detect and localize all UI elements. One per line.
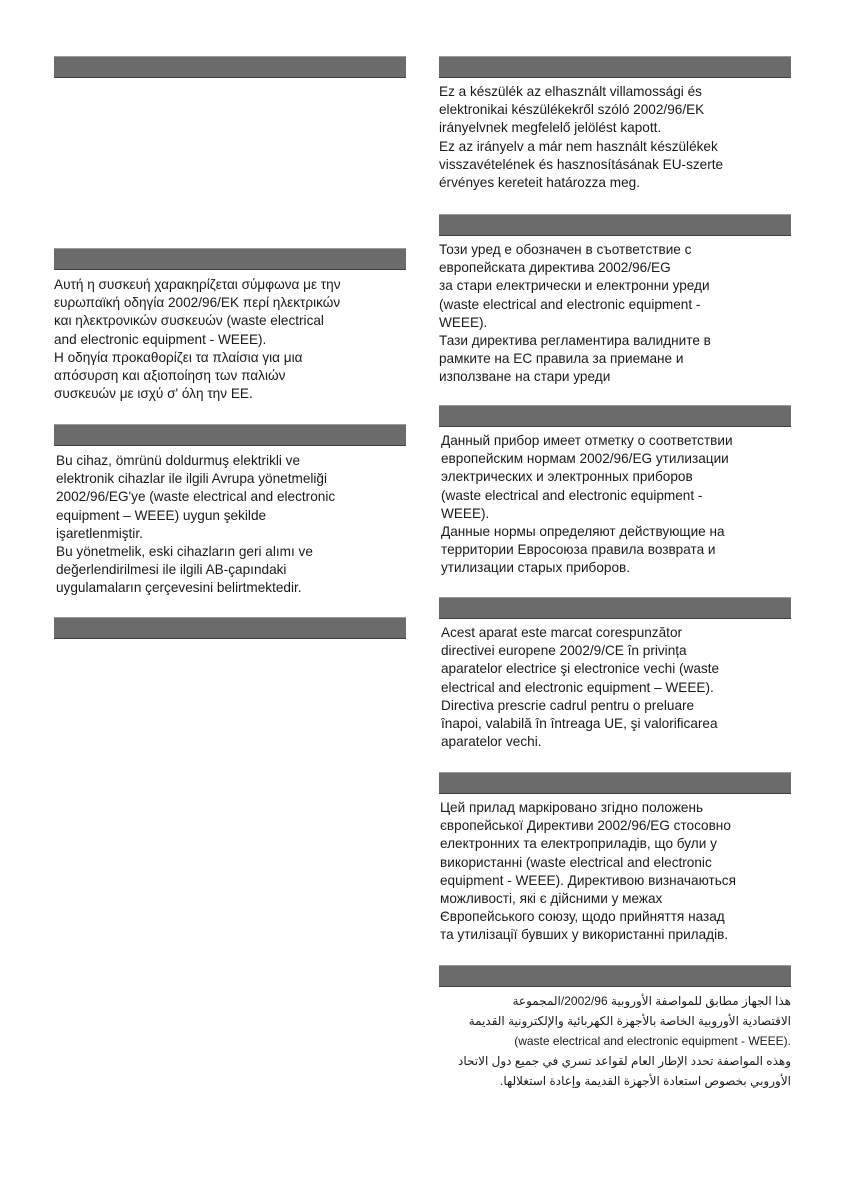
section-header-bar [439,597,791,619]
text-line: electrical and electronic equipment – WEEE). [441,679,714,695]
text-line: visszavételének és hasznosításának EU-szerte [439,156,724,172]
text-line: территории Евросоюза правила возврата и [441,542,716,558]
text-line: Αυτή η συσκευή χαρακηρίζεται σύμφωνα με την [54,277,341,292]
section-header-bar [439,965,791,987]
text-line: та утилізації бувших у використанні приладів. [440,927,729,943]
text-line: използване на стари уреди [439,369,611,385]
text-line: утилизации старых приборов. [441,560,630,576]
section-turkish [54,424,406,598]
section-text [439,619,791,751]
text-line: європейської Директиви 2002/96/EG стосовно [440,818,731,834]
section-header-bar [439,56,791,78]
section-hungarian [439,56,791,192]
section-empty-bottom-left [54,617,406,639]
section-header-bar [439,214,791,236]
text-line: and electronic equipment - WEEE). [54,331,267,347]
text-line: Тази директива регламентира валидните в [439,333,711,349]
text-line: ευρωπαϊκή οδηγία 2002/96/ΕΚ περί ηλεκτρικών [54,295,341,311]
text-line: هذا الجهاز مطابق للمواصفة الأوروبية 2002/96/المجموعة [512,994,791,1008]
section-text [439,794,791,945]
text-line: equipment - WEEE). Директивою визначаються [440,872,736,888]
text-line: aparatelor electrice şi electronice vechi (waste [441,661,720,677]
text-line: рамките на ЕС правила за приемане и [439,351,684,367]
text-line: απόσυρση και αξιοποίηση των παλιών [54,368,286,384]
text-line: elektronik cihazlar ile ilgili Avrupa yönetmeliği [56,471,327,487]
section-header-bar [54,424,406,446]
section-arabic [439,965,791,1091]
text-line: электрических и электронных приборов [441,469,693,485]
text-line: değerlendirilmesi ile ilgili AB-çapındaki [56,562,287,578]
text-line: και ηλεκτρονικών συσκευών (waste electrical [54,313,324,329]
text-line: Bu cihaz, ömrünü doldurmuş elektrikli ve [56,453,301,468]
section-text [54,270,406,403]
section-text [439,427,791,578]
section-text [54,446,406,598]
section-russian [439,405,791,578]
section-greek [54,248,406,403]
text-line: aparatelor vechi. [441,734,542,750]
section-ukrainian [439,772,791,945]
text-line: الاقتصادية الأوروبية الخاصة بالأجهزة الكهربائية والإلكترونية القديمة [468,1014,791,1028]
section-header-bar [54,56,406,78]
text-line: Данные нормы определяют действующие на [441,524,725,540]
text-line: (waste electrical and electronic equipment - WEEE). [514,1034,791,1048]
text-line: WEEE). [441,505,490,521]
text-line: elektronikai készülékekről szóló 2002/96/EK [439,102,705,118]
text-line: الأوروبي بخصوص استعادة الأجهزة القديمة وإعادة استغلالها. [499,1074,791,1088]
text-line: وهذه المواصفة تحدد الإطار العام لقواعد تسري في جميع دول الاتحاد [458,1054,791,1068]
text-line: 2002/96/EG'ye (waste electrical and electronic [56,489,336,505]
text-line: işaretlenmiştir. [56,525,143,541]
text-line: Η οδηγία προκαθορίζει τα πλαίσια για μια [54,349,303,365]
text-line: equipment – WEEE) uygun şekilde [56,507,267,523]
text-line: συσκευών με ισχύ σ' όλη την ΕΕ. [54,386,253,402]
text-line: WEEE). [439,314,488,330]
text-line: irányelvnek megfelelő jelölést kapott. [439,120,662,136]
text-line: Directiva prescrie cadrul pentru o preluare [441,697,695,713]
text-line: европейским нормам 2002/96/EG утилизации [441,451,729,467]
text-line: érvényes kereteit határozza meg. [439,175,640,191]
section-bulgarian [439,214,791,387]
text-line: Ez az irányelv a már nem használt készülékek [439,138,718,154]
section-header-bar [439,405,791,427]
text-line: Acest aparat este marcat corespunzător [441,625,683,640]
section-romanian [439,597,791,751]
section-empty-top-left [54,56,406,78]
text-line: Цей прилад маркіровано згідно положень [440,800,704,815]
section-text [439,78,791,192]
text-line: (waste electrical and electronic equipment - [441,487,703,503]
text-line: за стари електрически и електронни уреди [439,278,710,294]
text-line: европейската директива 2002/96/EG [439,260,671,276]
text-line: Данный прибор имеет отметку о соответствии [441,433,733,448]
section-text [439,236,791,387]
section-header-bar [54,248,406,270]
section-text [439,987,791,1091]
text-line: uygulamaların çerçevesini belirtmektedir. [56,580,302,596]
text-line: (waste electrical and electronic equipment - [439,296,701,312]
section-header-bar [439,772,791,794]
text-line: Європейського союзу, щодо прийняття назад [440,909,725,925]
section-header-bar [54,617,406,639]
text-line: Този уред е обозначен в съответствие с [439,242,692,257]
text-line: înapoi, valabilă în întreaga UE, şi valorificarea [441,716,718,732]
text-line: електронних та електроприладів, що були у [440,836,717,852]
text-line: використанні (waste electrical and electronic [440,854,712,870]
text-line: можливості, які є дійсними у межах [440,891,663,907]
text-line: Ez a készülék az elhasznált villamossági és [439,84,702,99]
text-line: directivei europene 2002/9/CE în privința [441,643,687,659]
text-line: Bu yönetmelik, eski cihazların geri alımı ve [56,544,313,560]
